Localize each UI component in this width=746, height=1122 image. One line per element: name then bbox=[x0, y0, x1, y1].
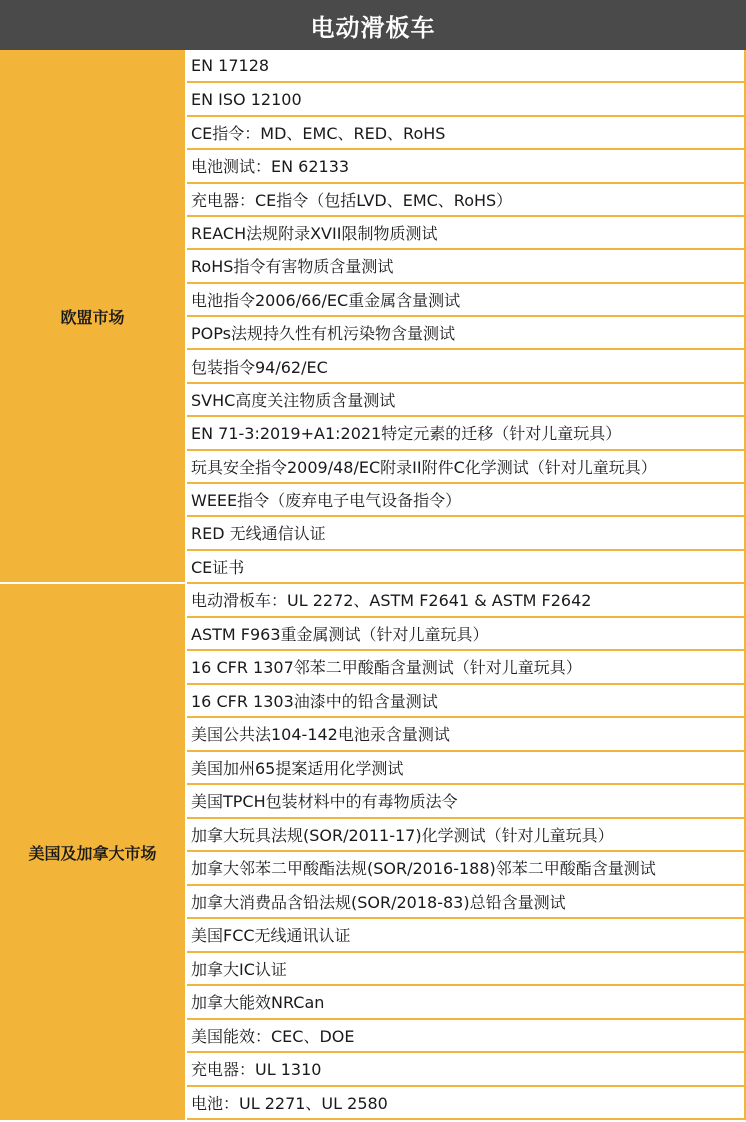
requirement-item: 美国TPCH包装材料中的有毒物质法令 bbox=[187, 785, 744, 819]
requirement-item: EN 71-3:2019+A1:2021特定元素的迁移（针对儿童玩具） bbox=[187, 417, 744, 450]
requirement-item: 电池：UL 2271、UL 2580 bbox=[187, 1087, 744, 1121]
requirement-item: WEEE指令（废弃电子电气设备指令） bbox=[187, 484, 744, 517]
requirement-item: CE证书 bbox=[187, 551, 744, 584]
eu-requirements-list bbox=[187, 50, 746, 584]
requirement-item: 加拿大能效NRCan bbox=[187, 986, 744, 1020]
us-canada-requirements-list bbox=[187, 584, 746, 1120]
requirement-item: 美国公共法104-142电池汞含量测试 bbox=[187, 718, 744, 752]
requirement-item: 加拿大玩具法规(SOR/2011-17)化学测试（针对儿童玩具） bbox=[187, 819, 744, 853]
us-canada-market-label: 美国及加拿大市场 bbox=[0, 584, 187, 1120]
requirement-item: EN 17128 bbox=[187, 50, 744, 83]
eu-market-label: 欧盟市场 bbox=[0, 50, 187, 584]
requirement-item: 加拿大邻苯二甲酸酯法规(SOR/2016-188)邻苯二甲酸酯含量测试 bbox=[187, 852, 744, 886]
requirement-item: 美国加州65提案适用化学测试 bbox=[187, 752, 744, 786]
requirement-item: 电池测试：EN 62133 bbox=[187, 150, 744, 183]
requirement-item: RoHS指令有害物质含量测试 bbox=[187, 250, 744, 283]
requirement-item: RED 无线通信认证 bbox=[187, 517, 744, 550]
requirement-item: 充电器：CE指令（包括LVD、EMC、RoHS） bbox=[187, 184, 744, 217]
requirement-item: POPs法规持久性有机污染物含量测试 bbox=[187, 317, 744, 350]
requirement-item: CE指令：MD、EMC、RED、RoHS bbox=[187, 117, 744, 150]
requirement-item: 美国FCC无线通讯认证 bbox=[187, 919, 744, 953]
requirement-item: 包装指令94/62/EC bbox=[187, 350, 744, 383]
requirement-item: SVHC高度关注物质含量测试 bbox=[187, 384, 744, 417]
requirement-item: 玩具安全指令2009/48/EC附录II附件C化学测试（针对儿童玩具） bbox=[187, 451, 744, 484]
requirement-item: 16 CFR 1307邻苯二甲酸酯含量测试（针对儿童玩具） bbox=[187, 651, 744, 685]
requirement-item: 美国能效：CEC、DOE bbox=[187, 1020, 744, 1054]
requirement-item: 加拿大IC认证 bbox=[187, 953, 744, 987]
requirement-item: 加拿大消费品含铅法规(SOR/2018-83)总铅含量测试 bbox=[187, 886, 744, 920]
eu-market-section bbox=[0, 50, 746, 584]
requirement-item: 电动滑板车：UL 2272、ASTM F2641 & ASTM F2642 bbox=[187, 584, 744, 618]
requirement-item: 16 CFR 1303油漆中的铅含量测试 bbox=[187, 685, 744, 719]
requirement-item: 充电器：UL 1310 bbox=[187, 1053, 744, 1087]
requirement-item: 电池指令2006/66/EC重金属含量测试 bbox=[187, 284, 744, 317]
page-title: 电动滑板车 bbox=[0, 0, 746, 50]
requirement-item: EN ISO 12100 bbox=[187, 83, 744, 116]
us-canada-market-section bbox=[0, 584, 746, 1120]
requirement-item: REACH法规附录XVII限制物质测试 bbox=[187, 217, 744, 250]
requirement-item: ASTM F963重金属测试（针对儿童玩具） bbox=[187, 618, 744, 652]
